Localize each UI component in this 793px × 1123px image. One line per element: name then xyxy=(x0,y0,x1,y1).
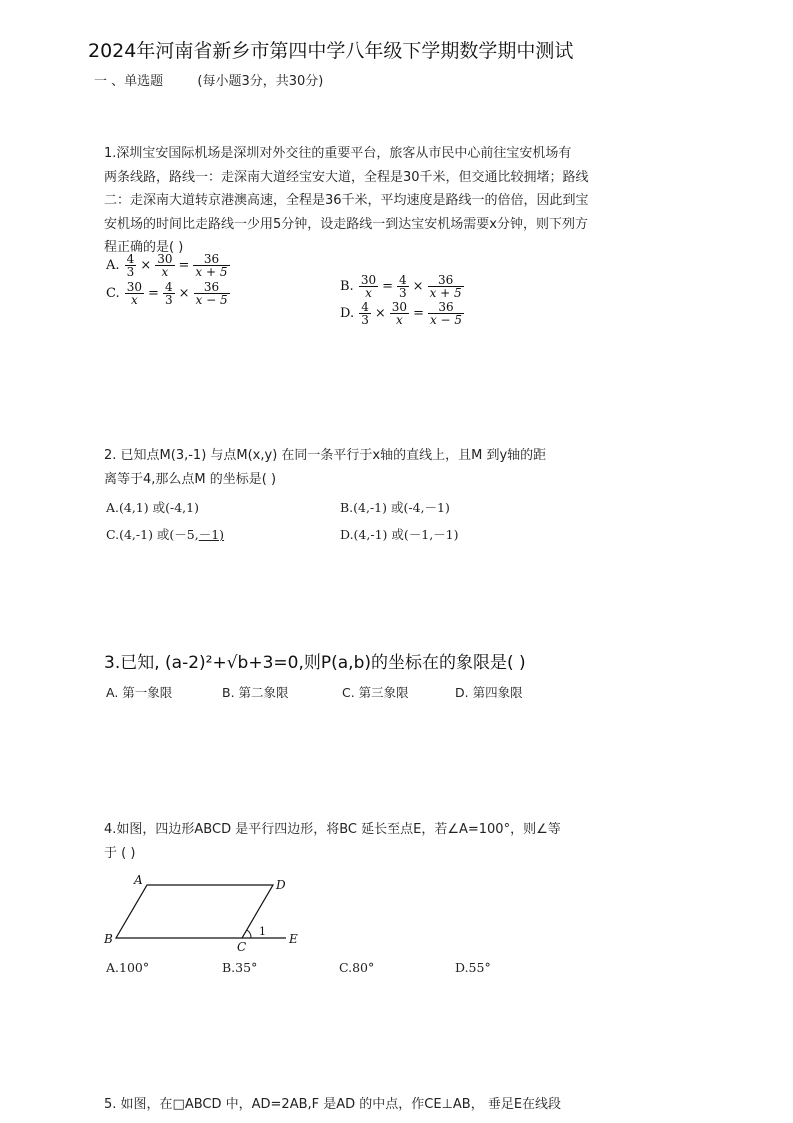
option-label: C. xyxy=(106,286,120,301)
parallelogram-abcd xyxy=(116,885,273,938)
q4-option-a[interactable]: A.100° xyxy=(106,960,150,975)
q3-option-a[interactable]: A. 第一象限 xyxy=(106,685,173,700)
angle-label-1: 1 xyxy=(259,925,266,938)
q2-option-a[interactable]: A.(4,1) 或(-4,1) xyxy=(106,500,199,515)
q4-option-b[interactable]: B.35° xyxy=(222,960,258,975)
parallelogram-figure xyxy=(100,872,310,954)
option-label: D. xyxy=(340,306,355,321)
q1-option-d[interactable]: D. $\frac{4}{3}$ × $\frac{30}{x}$ = $\frac{36}{x - 5}$ xyxy=(340,300,463,327)
q2-option-d[interactable]: D.(4,-1) 或(－1,－1) xyxy=(340,527,459,542)
q3-option-c[interactable]: C. 第三象限 xyxy=(342,685,409,700)
q3-option-b[interactable]: B. 第二象限 xyxy=(222,685,289,700)
fraction: $\frac{36}{x - 5}$ xyxy=(195,280,228,307)
question-4-line: 于 ( ) xyxy=(104,845,136,861)
fraction: $\frac{4}{3}$ xyxy=(361,300,369,327)
question-4 xyxy=(104,818,561,865)
fraction: $\frac{4}{3}$ xyxy=(399,273,407,300)
q3-option-d[interactable]: D. 第四象限 xyxy=(455,685,523,700)
fraction: $\frac{4}{3}$ xyxy=(164,280,173,307)
vertex-label-c: C xyxy=(237,940,247,954)
question-1-line: 程正确的是( ) xyxy=(104,240,184,255)
option-label: A. xyxy=(106,258,120,273)
question-4-line: 4.如图，四边形ABCD 是平行四边形，将BC 延长至点E，若∠A=100°，则∠等 xyxy=(104,822,561,837)
vertex-label-e: E xyxy=(289,932,298,946)
question-1-line: 安机场的时间比走路线一少用5分钟，设走路线一到达宝安机场需要x分钟，则下列方 xyxy=(104,216,588,232)
question-1-line: 1.深圳宝安国际机场是深圳对外交往的重要平台，旅客从市民中心前往宝安机场有 xyxy=(104,146,572,161)
question-1 xyxy=(104,142,589,260)
question-2 xyxy=(104,444,546,491)
question-2-line: 2. 已知点M(3,-1) 与点M(x,y) 在同一条平行于x轴的直线上，且M 到y轴的距 xyxy=(104,448,547,463)
fraction: $\frac{36}{x + 5}$ xyxy=(429,273,462,300)
option-text: C.(4,-1) 或(－5, xyxy=(106,527,199,542)
fraction: $\frac{30}{x}$ xyxy=(360,273,377,300)
angle-arc xyxy=(247,930,251,938)
question-1-line: 二：走深南大道转京港澳高速，全程是36千米，平均速度是路线一的倍倍，因此到宝 xyxy=(104,193,589,208)
vertex-label-d: D xyxy=(276,878,286,892)
fraction: $\frac{36}{x - 5}$ xyxy=(429,300,463,327)
q1-option-b[interactable]: B. $\frac{30}{x}$ = $\frac{4}{3}$ × $\frac{36}{x + 5}$ xyxy=(340,273,462,300)
q2-option-b[interactable]: B.(4,-1) 或(-4,－1) xyxy=(340,500,450,515)
q4-option-d[interactable]: D.55° xyxy=(455,960,491,975)
q4-option-c[interactable]: C.80° xyxy=(339,960,375,975)
fraction: $\frac{30}{x}$ xyxy=(126,280,143,307)
question-5: 5. 如图，在□ABCD 中，AD=2AB,F 是AD 的中点，作CE⊥AB， 垂足E在线段 xyxy=(104,1097,562,1112)
fraction: $\frac{4}{3}$ xyxy=(126,252,135,279)
fraction: $\frac{36}{x + 5}$ xyxy=(195,252,228,279)
question-1-line: 两条线路，路线一：走深南大道经宝安大道，全程是30千米，但交通比较拥堵；路线 xyxy=(104,169,589,185)
vertex-label-a: A xyxy=(134,873,143,887)
section-label: 一 、单选题 xyxy=(94,74,164,89)
page-title: 2024年河南省新乡市第四中学八年级下学期数学期中测试 xyxy=(88,40,574,62)
vertex-label-b: B xyxy=(104,932,113,946)
q1-option-c[interactable]: C. $\frac{30}{x}$ = $\frac{4}{3}$ × $\frac{36}{x - 5}$ xyxy=(106,280,228,307)
q2-option-c[interactable] xyxy=(106,525,224,543)
section-note: (每小题3分，共30分) xyxy=(197,74,324,89)
option-label: B. xyxy=(340,279,354,294)
question-3: 3.已知, (a-2)²+√b+3=0,则P(a,b)的坐标在的象限是( ) xyxy=(104,653,526,673)
option-text-underlined: －1) xyxy=(198,527,225,542)
question-2-line: 离等于4,那么点M 的坐标是( ) xyxy=(104,471,277,487)
section-heading xyxy=(94,70,323,89)
q1-option-a[interactable]: A. $\frac{4}{3}$ × $\frac{30}{x}$ = $\frac{36}{x + 5}$ xyxy=(106,252,228,279)
fraction: $\frac{30}{x}$ xyxy=(157,252,173,279)
fraction: $\frac{30}{x}$ xyxy=(391,300,408,327)
